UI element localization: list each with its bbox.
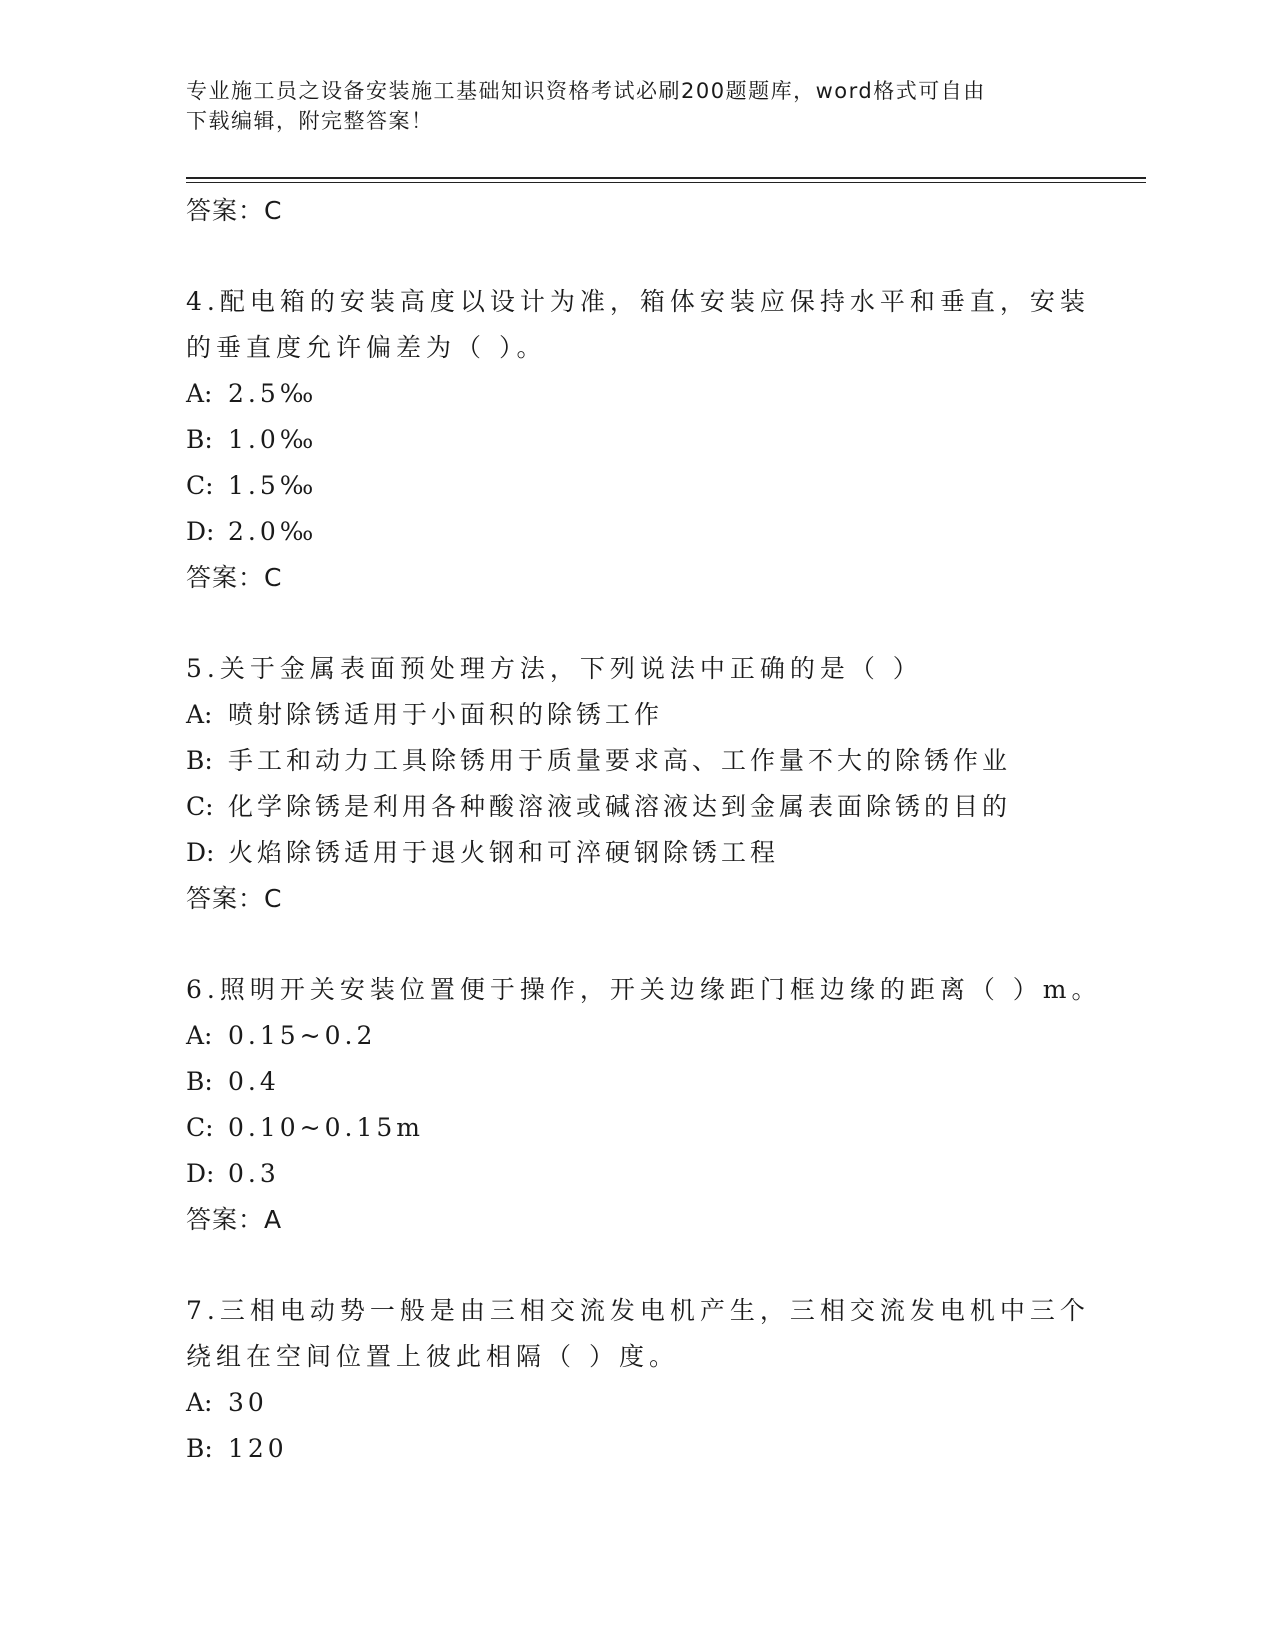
option-a: A: 喷射除锈适用于小面积的除锈工作 [186,700,664,729]
question-5 [186,646,1086,922]
question-text: 6.照明开关安装位置便于操作，开关边缘距门框边缘的距离（ ）m。 [186,975,1102,1004]
option-b: B: 0.4 [186,1067,280,1096]
option-c: C: 0.10~0.15m [186,1113,424,1142]
header-line-2: 下载编辑，附完整答案！ [186,109,434,133]
option-b: B: 120 [186,1434,288,1463]
question-text: 的垂直度允许偏差为（ ）。 [186,333,547,362]
question-text: 5.关于金属表面预处理方法，下列说法中正确的是（ ） [186,654,923,683]
option-c: C: 化学除锈是利用各种酸溶液或碱溶液达到金属表面除锈的目的 [186,792,1012,821]
answer-label: 答案：A [186,1205,283,1234]
question-text: 7.三相电动势一般是由三相交流发电机产生，三相交流发电机中三个 [186,1296,1090,1325]
document-header [186,76,1086,136]
option-d: D: 2.0‰ [186,517,318,546]
answer-label: 答案：C [186,563,283,592]
option-a: A: 2.5‰ [186,379,318,408]
option-a: A: 30 [186,1388,268,1417]
option-a: A: 0.15~0.2 [186,1021,377,1050]
option-d: D: 火焰除锈适用于退火钢和可淬硬钢除锈工程 [186,838,780,867]
question-6 [186,967,1102,1243]
question-text: 4.配电箱的安装高度以设计为准，箱体安装应保持水平和垂直，安装 [186,287,1090,316]
question-7 [186,1288,1090,1472]
question-4 [186,279,1090,601]
option-d: D: 0.3 [186,1159,280,1188]
answer-label: 答案：C [186,196,283,225]
header-divider-thin [186,182,1146,183]
option-b: B: 1.0‰ [186,425,318,454]
answer-label: 答案：C [186,884,283,913]
question-text: 绕组在空间位置上彼此相隔（ ）度。 [186,1342,679,1371]
header-line-1: 专业施工员之设备安装施工基础知识资格考试必刷200题题库，word格式可自由 [186,79,986,103]
option-c: C: 1.5‰ [186,471,318,500]
option-b: B: 手工和动力工具除锈用于质量要求高、工作量不大的除锈作业 [186,746,1012,775]
header-divider-thick [186,177,1146,179]
document-body [186,188,1102,1472]
